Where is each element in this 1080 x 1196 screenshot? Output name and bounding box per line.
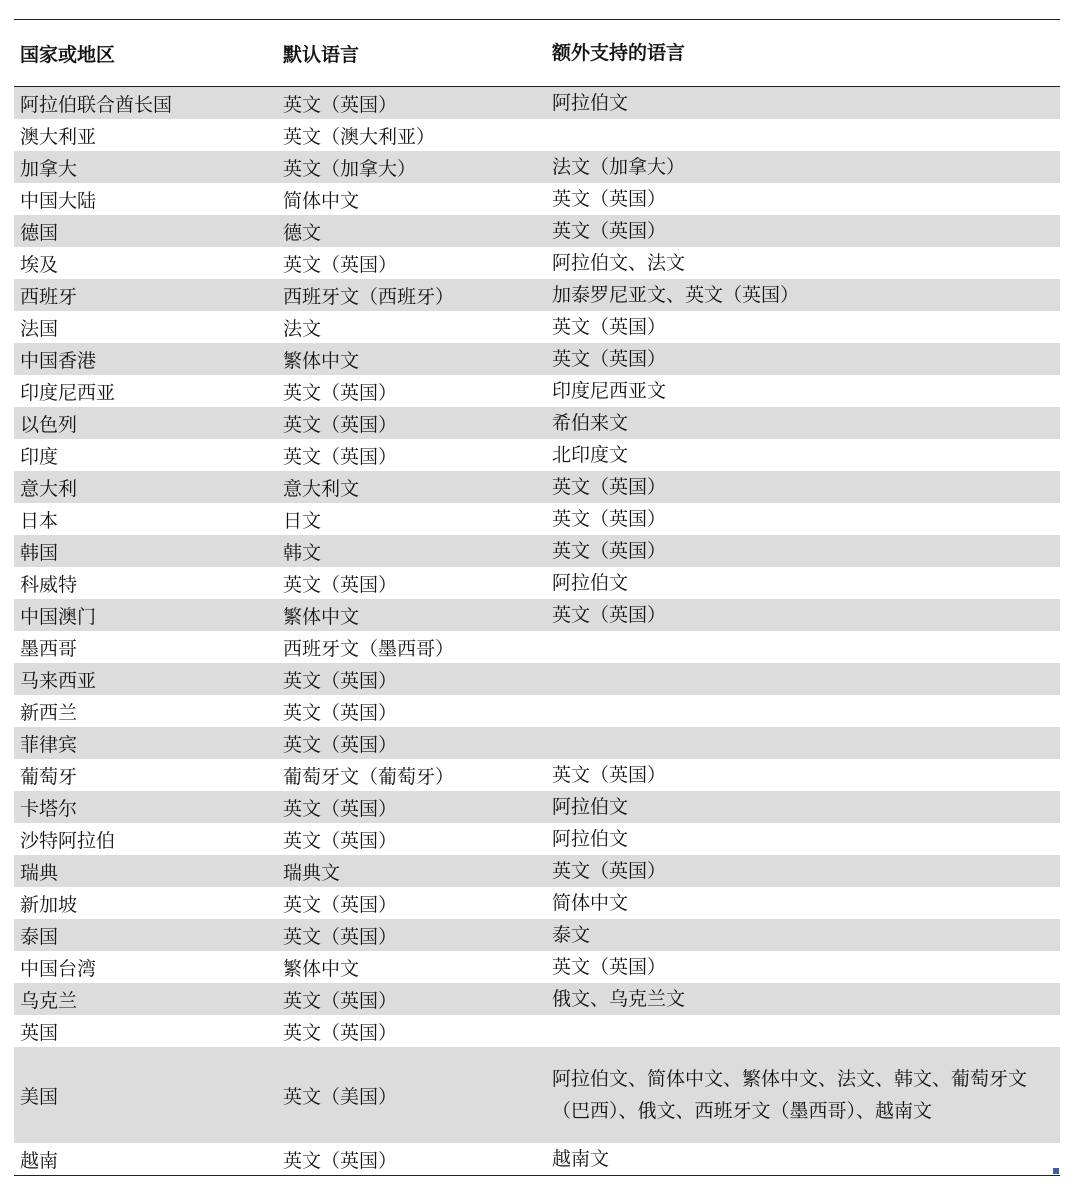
country-cell: 新加坡	[20, 893, 78, 916]
default-language-cell: 英文（澳大利亚）	[283, 125, 436, 148]
default-language-cell: 繁体中文	[283, 605, 360, 628]
default-language-cell: 英文（英国）	[283, 445, 398, 468]
table-row	[14, 695, 1060, 727]
table-row	[14, 471, 1060, 503]
country-cell: 沙特阿拉伯	[20, 829, 116, 852]
extra-languages-cell: 简体中文	[552, 892, 629, 914]
table-body	[14, 87, 1060, 1175]
default-language-cell: 法文	[283, 317, 322, 340]
extra-languages-cell: 英文（英国）	[552, 860, 667, 882]
default-language-cell: 西班牙文（墨西哥）	[283, 637, 455, 660]
table-row	[14, 727, 1060, 759]
default-language-cell: 英文（英国）	[283, 989, 398, 1012]
country-cell: 瑞典	[20, 861, 59, 884]
extra-languages-cell: 希伯来文	[552, 412, 629, 434]
extra-languages-cell: 英文（英国）	[552, 604, 667, 626]
extra-languages-cell: 阿拉伯文、简体中文、繁体中文、法文、韩文、葡萄牙文（巴西）、俄文、西班牙文（墨西哥）、越南文	[552, 1068, 1028, 1122]
table-row	[14, 439, 1060, 471]
table-row	[14, 183, 1060, 215]
default-language-cell: 意大利文	[283, 477, 360, 500]
country-cell: 卡塔尔	[20, 797, 78, 820]
extra-languages-cell: 英文（英国）	[552, 764, 667, 786]
country-cell: 越南	[20, 1149, 59, 1172]
extra-languages-cell: 泰文	[552, 924, 591, 946]
table-row	[14, 151, 1060, 183]
country-cell: 韩国	[20, 541, 59, 564]
default-language-cell: 英文（英国）	[283, 925, 398, 948]
country-cell: 乌克兰	[20, 989, 78, 1012]
country-cell: 美国	[20, 1085, 59, 1108]
table-row	[14, 855, 1060, 887]
table-row	[14, 1015, 1060, 1047]
country-cell: 中国台湾	[20, 957, 97, 980]
table-row	[14, 87, 1060, 119]
country-cell: 西班牙	[20, 285, 78, 308]
language-support-table	[14, 19, 1060, 1176]
country-cell: 中国香港	[20, 349, 97, 372]
table-row	[14, 375, 1060, 407]
default-language-cell: 英文（英国）	[283, 573, 398, 596]
table-header	[14, 20, 1060, 87]
extra-languages-cell: 英文（英国）	[552, 188, 667, 210]
table-row	[14, 951, 1060, 983]
country-cell: 新西兰	[20, 701, 78, 724]
header-country: 国家或地区	[20, 43, 116, 66]
country-cell: 菲律宾	[20, 733, 78, 756]
default-language-cell: 英文（英国）	[283, 413, 398, 436]
extra-languages-cell: 英文（英国）	[552, 508, 667, 530]
default-language-cell: 英文（英国）	[283, 797, 398, 820]
default-language-cell: 葡萄牙文（葡萄牙）	[283, 765, 455, 788]
default-language-cell: 英文（美国）	[283, 1085, 398, 1108]
extra-languages-cell: 北印度文	[552, 444, 629, 466]
default-language-cell: 英文（英国）	[283, 253, 398, 276]
extra-languages-cell: 阿拉伯文	[552, 572, 629, 594]
country-cell: 泰国	[20, 925, 59, 948]
extra-languages-cell: 印度尼西亚文	[552, 380, 667, 402]
table-row	[14, 215, 1060, 247]
default-language-cell: 英文（英国）	[283, 93, 398, 116]
table-row	[14, 343, 1060, 375]
default-language-cell: 英文（英国）	[283, 829, 398, 852]
country-cell: 科威特	[20, 573, 78, 596]
extra-languages-cell: 越南文	[552, 1148, 610, 1170]
country-cell: 日本	[20, 509, 59, 532]
default-language-cell: 繁体中文	[283, 349, 360, 372]
table-row	[14, 663, 1060, 695]
default-language-cell: 英文（英国）	[283, 669, 398, 692]
country-cell: 墨西哥	[20, 637, 78, 660]
default-language-cell: 英文（英国）	[283, 1149, 398, 1172]
table-row	[14, 247, 1060, 279]
table-row	[14, 823, 1060, 855]
extra-languages-cell: 英文（英国）	[552, 540, 667, 562]
table-row	[14, 759, 1060, 791]
country-cell: 葡萄牙	[20, 765, 78, 788]
extra-languages-cell: 阿拉伯文、法文	[552, 252, 686, 274]
extra-languages-cell: 英文（英国）	[552, 316, 667, 338]
table-row	[14, 535, 1060, 567]
extra-languages-cell: 阿拉伯文	[552, 796, 629, 818]
country-cell: 澳大利亚	[20, 125, 97, 148]
default-language-cell: 英文（英国）	[283, 701, 398, 724]
extra-languages-cell: 俄文、乌克兰文	[552, 988, 686, 1010]
extra-languages-cell: 阿拉伯文	[552, 92, 629, 114]
table-row	[14, 919, 1060, 951]
extra-languages-cell: 英文（英国）	[552, 348, 667, 370]
default-language-cell: 简体中文	[283, 189, 360, 212]
table-row	[14, 503, 1060, 535]
country-cell: 德国	[20, 221, 59, 244]
country-cell: 印度尼西亚	[20, 381, 116, 404]
default-language-cell: 英文（英国）	[283, 733, 398, 756]
country-cell: 法国	[20, 317, 59, 340]
table-bottom-rule	[14, 1175, 1060, 1176]
country-cell: 埃及	[20, 253, 59, 276]
corner-mark-icon	[1053, 1168, 1059, 1174]
default-language-cell: 韩文	[283, 541, 322, 564]
default-language-cell: 繁体中文	[283, 957, 360, 980]
extra-languages-cell: 英文（英国）	[552, 476, 667, 498]
country-cell: 以色列	[20, 413, 78, 436]
default-language-cell: 英文（英国）	[283, 381, 398, 404]
extra-languages-cell: 英文（英国）	[552, 956, 667, 978]
table-row	[14, 983, 1060, 1015]
header-extra-languages: 额外支持的语言	[552, 42, 686, 64]
extra-languages-cell: 法文（加拿大）	[552, 156, 686, 178]
table-row	[14, 1047, 1060, 1143]
country-cell: 马来西亚	[20, 669, 97, 692]
extra-languages-cell: 英文（英国）	[552, 220, 667, 242]
table-row	[14, 119, 1060, 151]
country-cell: 中国大陆	[20, 189, 97, 212]
extra-languages-cell: 阿拉伯文	[552, 828, 629, 850]
table-row	[14, 311, 1060, 343]
table-row	[14, 791, 1060, 823]
table-row	[14, 567, 1060, 599]
default-language-cell: 英文（英国）	[283, 893, 398, 916]
default-language-cell: 西班牙文（西班牙）	[283, 285, 455, 308]
table-row	[14, 1143, 1060, 1175]
default-language-cell: 德文	[283, 221, 322, 244]
table-row	[14, 887, 1060, 919]
extra-languages-cell: 加泰罗尼亚文、英文（英国）	[552, 284, 800, 306]
country-cell: 加拿大	[20, 157, 78, 180]
default-language-cell: 瑞典文	[283, 861, 341, 884]
table-row	[14, 599, 1060, 631]
table-row	[14, 631, 1060, 663]
table-row	[14, 407, 1060, 439]
country-cell: 阿拉伯联合酋长国	[20, 93, 173, 116]
default-language-cell: 英文（加拿大）	[283, 157, 417, 180]
default-language-cell: 英文（英国）	[283, 1021, 398, 1044]
country-cell: 英国	[20, 1021, 59, 1044]
default-language-cell: 日文	[283, 509, 322, 532]
country-cell: 中国澳门	[20, 605, 97, 628]
country-cell: 印度	[20, 445, 59, 468]
table-row	[14, 279, 1060, 311]
country-cell: 意大利	[20, 477, 78, 500]
header-default-language: 默认语言	[283, 43, 360, 66]
